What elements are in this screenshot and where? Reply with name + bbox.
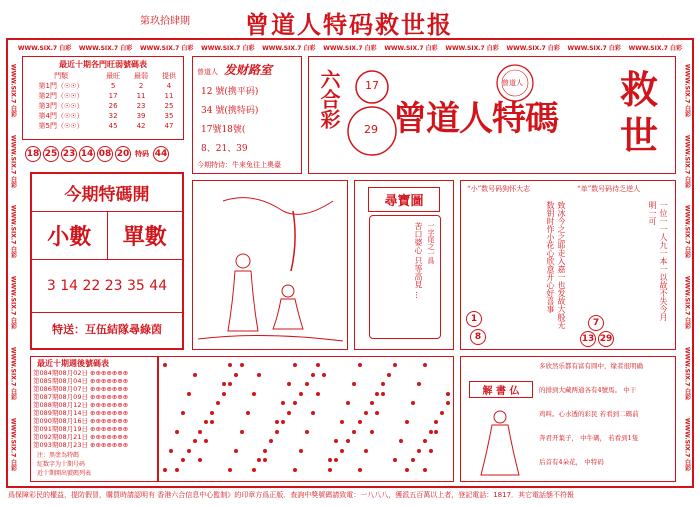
poem-box xyxy=(460,356,676,482)
grid-dot xyxy=(240,430,244,434)
grid-dot xyxy=(364,411,368,415)
poem-line: 鸡叫。心水透的彩民 若看到二碼前 xyxy=(539,410,639,418)
grid-dot xyxy=(334,458,338,462)
issue-label: 第玖拾肆期 xyxy=(140,16,190,27)
number-ball: 25 xyxy=(43,146,59,162)
grid-dot xyxy=(204,420,208,424)
grid-dot xyxy=(364,449,368,453)
tips-footer: 今期特诗：牛來兔往上奧臺 xyxy=(197,161,281,169)
grid-dot xyxy=(204,439,208,443)
scroll-body: 苦口婆心 只等高見 ... xyxy=(414,222,423,299)
grid-dot xyxy=(299,449,303,453)
poem-line: 多欣然乐都有富有圆中，缘者很明确 xyxy=(539,362,643,370)
right-text-box xyxy=(460,180,676,350)
grid-dot xyxy=(393,458,397,462)
grid-dot xyxy=(429,449,433,453)
grid-dot xyxy=(417,449,421,453)
right-column-text: 一位一一人九一本一以故不失今月明一可 xyxy=(648,201,668,321)
history-rows xyxy=(33,369,157,449)
grid-dot xyxy=(358,420,362,424)
grid-dot xyxy=(263,449,267,453)
grid-dot xyxy=(352,430,356,434)
grid-dot xyxy=(381,382,385,386)
grid-dot xyxy=(311,411,315,415)
history-box xyxy=(30,356,158,482)
stats-table xyxy=(23,71,183,131)
grid-dot xyxy=(228,382,232,386)
grid-dot xyxy=(334,439,338,443)
grid-dot xyxy=(181,411,185,415)
left-column-text: 致冰今之之耶走入嘉一也发故大般无数钥时作小花心欣意开心好喜事 xyxy=(546,201,566,329)
grid-dot xyxy=(405,420,409,424)
grid-dot xyxy=(446,392,450,396)
grid-dot xyxy=(375,411,379,415)
tips-line: 34 號(携特码) xyxy=(201,106,259,116)
history-note: 近十期開出號碼列表 xyxy=(37,470,92,477)
logo-number: 29 xyxy=(364,123,378,136)
grid-dot xyxy=(269,439,273,443)
grid-dot xyxy=(340,420,344,424)
grid-dot xyxy=(163,363,167,367)
size-value: 小數 xyxy=(32,212,108,259)
history-row: 第092期08月21日 ⊕⊕⊕⊕⊕⊕⊕ xyxy=(33,433,129,441)
poem-line: 奔君开葉子， 中牛碼， 若看到1隻 xyxy=(539,434,639,442)
history-row: 第090期08月16日 ⊕⊕⊕⊕⊕⊕⊕ xyxy=(33,417,129,425)
poem-line: 后首有4朵花， 中特码 xyxy=(539,458,604,466)
table-row: 第3門（☉☉） 26 23 25 xyxy=(38,102,174,110)
tips-line: 12 號(携平码) xyxy=(201,87,259,97)
history-note: 紅数字为十期号码 xyxy=(37,461,86,468)
grid-dot xyxy=(405,468,409,472)
grid-dot xyxy=(275,420,279,424)
grid-dot xyxy=(440,411,444,415)
grid-dot xyxy=(340,449,344,453)
history-row: 第087期08月09日 ⊕⊕⊕⊕⊕⊕⊕ xyxy=(33,393,129,401)
grid-dot xyxy=(252,468,256,472)
parity-value: 單數 xyxy=(122,224,167,250)
grid-dot xyxy=(169,449,173,453)
grid-dot xyxy=(216,401,220,405)
grid-dot xyxy=(234,449,238,453)
balls-row xyxy=(24,146,170,162)
number-ball: 13 xyxy=(580,331,596,347)
stats-title: 最近十期各門旺弱號碼表 xyxy=(59,60,147,69)
grid-dot xyxy=(187,449,191,453)
grid-dot xyxy=(187,392,191,396)
dot-grid xyxy=(159,357,453,481)
grid-dot xyxy=(175,468,179,472)
stats-header-row: 門類 最旺 最弱 提供 xyxy=(54,72,177,80)
treasure-scroll xyxy=(369,215,441,339)
grid-dot xyxy=(328,458,332,462)
number-ball: 29 xyxy=(598,331,614,347)
number-ball: 23 xyxy=(61,146,77,162)
grid-dot xyxy=(387,373,391,377)
history-row: 第084期08月02日 ⊕⊕⊕⊕⊕⊕⊕ xyxy=(33,369,129,377)
right-strip: WWW.SIX.7 白彩 WWW.SIX.7 白彩 WWW.SIX.7 白彩 WWW.SIX.7 白彩 WWW.SIX.7 白彩 WWW.SIX.7 白彩 xyxy=(683,63,691,472)
grid-dot xyxy=(163,468,167,472)
grid-dot xyxy=(181,458,185,462)
current-draw-box xyxy=(30,172,184,350)
grid-dot xyxy=(393,363,397,367)
grid-dot xyxy=(305,430,309,434)
top-strip: WWW.SIX.7 白彩 WWW.SIX.7 白彩 WWW.SIX.7 白彩 WWW.SIX.7 白彩 WWW.SIX.7 白彩 WWW.SIX.7 白彩 WWW.SIX.7 白彩 WWW.SIX.7 白彩 WWW.SIX.7 白彩 WWW.SIX.7 白彩 WWW.SIX.7 白彩 xyxy=(17,44,682,52)
grid-dot xyxy=(399,439,403,443)
grid-dot xyxy=(293,468,297,472)
grid-dot xyxy=(299,392,303,396)
treasure-box xyxy=(354,180,454,350)
grid-dot xyxy=(358,468,362,472)
history-note: 注：黑塗為特碼 xyxy=(37,452,80,459)
grid-dot xyxy=(263,458,267,462)
current-title: 今期特碼開 xyxy=(32,180,182,212)
number-ball: 18 xyxy=(25,146,41,162)
logo-title-2: 救世 xyxy=(619,67,658,158)
grid-dot xyxy=(429,430,433,434)
grid-dot xyxy=(246,411,250,415)
figures-illustration xyxy=(193,181,347,349)
dot-grid-box xyxy=(158,356,454,482)
grid-dot xyxy=(305,382,309,386)
footer-notice: 爲保障彩民的權益，提防假冒，購買時請認明有 香港六合信息中心監制》的印章方爲正版．查詢中獎號碼請致電：一八八八，獲派五百萬以上者，登記電話：1817．其它電話態不符報 xyxy=(8,491,575,499)
table-row: 第5門（☉☉） 45 42 47 xyxy=(38,122,174,130)
scroll-heading: 一字尾之一爲 xyxy=(427,222,435,264)
table-row: 第4門（☉☉） 32 39 35 xyxy=(38,112,174,120)
logo-number: 17 xyxy=(365,79,379,92)
history-row: 第093期08月23日 ⊕⊕⊕⊕⊕⊕⊕ xyxy=(33,441,129,449)
history-row: 第088期08月12日 ⊕⊕⊕⊕⊕⊕⊕ xyxy=(33,401,129,409)
poem-line: 的排到大藏两通各有4號馬。 中干 xyxy=(539,386,637,394)
logo-vertical: 六合彩 xyxy=(317,69,341,129)
grid-dot xyxy=(228,468,232,472)
number-ball: 08 xyxy=(97,146,113,162)
grid-dot xyxy=(210,420,214,424)
grid-dot xyxy=(423,468,427,472)
poem-title: 解 書 仏 xyxy=(469,381,533,398)
grid-dot xyxy=(411,401,415,405)
table-row: 第1門（☉☉） 5 2 4 xyxy=(38,82,172,90)
newspaper-title: 曾道人特码救世报 xyxy=(245,10,453,39)
grid-dot xyxy=(358,363,362,367)
grid-dot xyxy=(316,392,320,396)
history-row: 第086期08月07日 ⊕⊕⊕⊕⊕⊕⊕ xyxy=(33,385,129,393)
tips-label: 曾道人 xyxy=(197,68,218,76)
stats-box xyxy=(22,56,184,140)
current-numbers: 3 14 22 23 35 44 xyxy=(32,260,182,313)
grid-dot xyxy=(228,363,232,367)
grid-dot xyxy=(375,392,379,396)
tips-line: 8、21、39 xyxy=(201,144,248,154)
history-row: 第085期08月04日 ⊕⊕⊕⊕⊕⊕⊕ xyxy=(33,377,129,385)
number-ball: 1 xyxy=(466,311,482,327)
grid-dot xyxy=(198,430,202,434)
size-parity-row xyxy=(32,212,182,260)
grid-dot xyxy=(281,401,285,405)
number-ball: 20 xyxy=(115,146,131,162)
grid-dot xyxy=(346,439,350,443)
tips-line: 17號18號( xyxy=(201,125,246,135)
number-ball: 44 xyxy=(153,146,169,162)
grid-dot xyxy=(257,373,261,377)
grid-dot xyxy=(423,439,427,443)
tips-headline: 发财路室 xyxy=(224,63,273,77)
grid-dot xyxy=(446,401,450,405)
special-label: 特码 xyxy=(135,150,149,158)
logo-box xyxy=(308,56,676,174)
grid-dot xyxy=(293,363,297,367)
logo-title: 曾道人特碼 xyxy=(393,99,558,139)
grid-dot xyxy=(434,430,438,434)
illustration-box xyxy=(192,180,348,350)
grid-dot xyxy=(234,373,238,377)
grid-dot xyxy=(346,401,350,405)
grid-dot xyxy=(287,382,291,386)
grid-dot xyxy=(222,382,226,386)
grid-dot xyxy=(370,430,374,434)
grid-dot xyxy=(411,458,415,462)
grid-dot xyxy=(370,401,374,405)
number-ball: 7 xyxy=(588,315,604,331)
grid-dot xyxy=(316,363,320,367)
grid-dot xyxy=(293,401,297,405)
history-title: 最近十期週後號碼表 xyxy=(37,359,109,368)
grid-dot xyxy=(222,392,226,396)
right-heading: “单”数号码待乏逆人 xyxy=(577,185,641,193)
grid-dot xyxy=(352,382,356,386)
grid-dot xyxy=(434,420,438,424)
number-ball: 14 xyxy=(79,146,95,162)
grid-dot xyxy=(311,373,315,377)
grid-dot xyxy=(198,458,202,462)
stamp-text: 曾道人 xyxy=(502,79,523,87)
grid-dot xyxy=(193,373,197,377)
left-strip: WWW.SIX.7 白彩 WWW.SIX.7 白彩 WWW.SIX.7 白彩 WWW.SIX.7 白彩 WWW.SIX.7 白彩 WWW.SIX.7 白彩 xyxy=(9,63,17,472)
grid-dot xyxy=(328,468,332,472)
grid-dot xyxy=(210,411,214,415)
grid-dot xyxy=(281,420,285,424)
table-row: 第2門（☉☉） 17 11 11 xyxy=(38,92,174,100)
number-ball: 8 xyxy=(470,329,486,345)
grid-dot xyxy=(417,382,421,386)
grid-dot xyxy=(175,430,179,434)
grid-dot xyxy=(287,411,291,415)
history-row: 第091期08月19日 ⊕⊕⊕⊕⊕⊕⊕ xyxy=(33,425,129,433)
treasure-title: 尋寶圖 xyxy=(368,187,440,212)
tips-box xyxy=(192,56,302,174)
grid-dot xyxy=(240,363,244,367)
special-text: 特送：互伍結隊尋綠茵 xyxy=(52,323,162,336)
lady-illustration xyxy=(467,397,533,479)
grid-dot xyxy=(252,392,256,396)
history-row: 第089期08月14日 ⊕⊕⊕⊕⊕⊕⊕ xyxy=(33,409,129,417)
grid-dot xyxy=(257,458,261,462)
grid-dot xyxy=(381,392,385,396)
grid-dot xyxy=(322,373,326,377)
grid-dot xyxy=(193,439,197,443)
grid-dot xyxy=(275,430,279,434)
left-heading: “小”数号码狗怀大志 xyxy=(467,185,531,193)
grid-dot xyxy=(423,363,427,367)
